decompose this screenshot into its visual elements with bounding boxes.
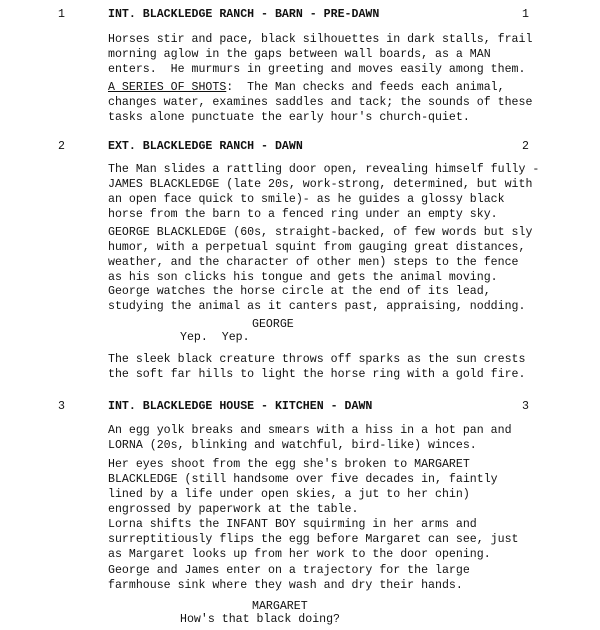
scene-heading: INT. BLACKLEDGE HOUSE - KITCHEN - DAWN: [108, 400, 373, 413]
scene-number-right: 2: [522, 140, 529, 153]
action-paragraph: [108, 80, 548, 125]
scene-number-right: 1: [522, 8, 529, 21]
action-text: changes water, examines saddles and tack; the sounds of these tasks alone punctuate the early hour's church-quiet.: [108, 96, 533, 124]
scene-number-left: 1: [58, 8, 65, 21]
action-paragraph: The sleek black creature throws off sparks as the sun crests the soft far hills to light the horse ring with a gold fire.: [108, 353, 526, 381]
series-of-shots-label: A SERIES OF SHOTS: [108, 81, 227, 94]
action-paragraph: George and James enter on a trajectory for the large farmhouse sink where they wash and dry their hands.: [108, 564, 470, 592]
action-text: : The Man checks and feeds each animal,: [226, 81, 505, 94]
scene-number-left: 2: [58, 140, 65, 153]
action-paragraph: Her eyes shoot from the egg she's broken to MARGARET BLACKLEDGE (still handsome over five decades in, faintly lined by a life under open skies, a jut to her chin) engrossed by paperwork at the table.: [108, 458, 498, 516]
scene-heading: EXT. BLACKLEDGE RANCH - DAWN: [108, 140, 303, 153]
scene-number-left: 3: [58, 400, 65, 413]
dialogue: Yep. Yep.: [180, 331, 250, 344]
action-paragraph: GEORGE BLACKLEDGE (60s, straight-backed, of few words but sly humor, with a perpetual squint from gauging great distances, weather, and the character of other men) steps to the fence as his son clicks his tongue and gets the animal moving.: [108, 226, 533, 284]
action-paragraph: Horses stir and pace, black silhouettes in dark stalls, frail morning aglow in the gaps between wall boards, as a MAN enters. He murmurs in greeting and moves easily among them.: [108, 33, 533, 76]
character-name: GEORGE: [252, 318, 294, 331]
action-paragraph: Lorna shifts the INFANT BOY squirming in her arms and surreptitiously flips the egg before Margaret can see, just as Margaret looks up from her work to the door opening.: [108, 518, 519, 561]
action-paragraph: George watches the horse circle at the end of its lead, studying the animal as it canters past, appraising, nodding.: [108, 285, 526, 313]
scene-number-right: 3: [522, 400, 529, 413]
action-paragraph: An egg yolk breaks and smears with a hiss in a hot pan and LORNA (20s, blinking and watchful, bird-like) winces.: [108, 424, 512, 452]
scene-heading: INT. BLACKLEDGE RANCH - BARN - PRE-DAWN: [108, 8, 380, 21]
action-paragraph: The Man slides a rattling door open, revealing himself fully - JAMES BLACKLEDGE (late 20s, work-strong, determined, but with an open face quick to smile)- as he guides a glossy black horse from the barn to a fenced ring under an empty sky.: [108, 163, 540, 221]
dialogue: How's that black doing?: [180, 613, 341, 626]
character-name: MARGARET: [252, 600, 308, 613]
